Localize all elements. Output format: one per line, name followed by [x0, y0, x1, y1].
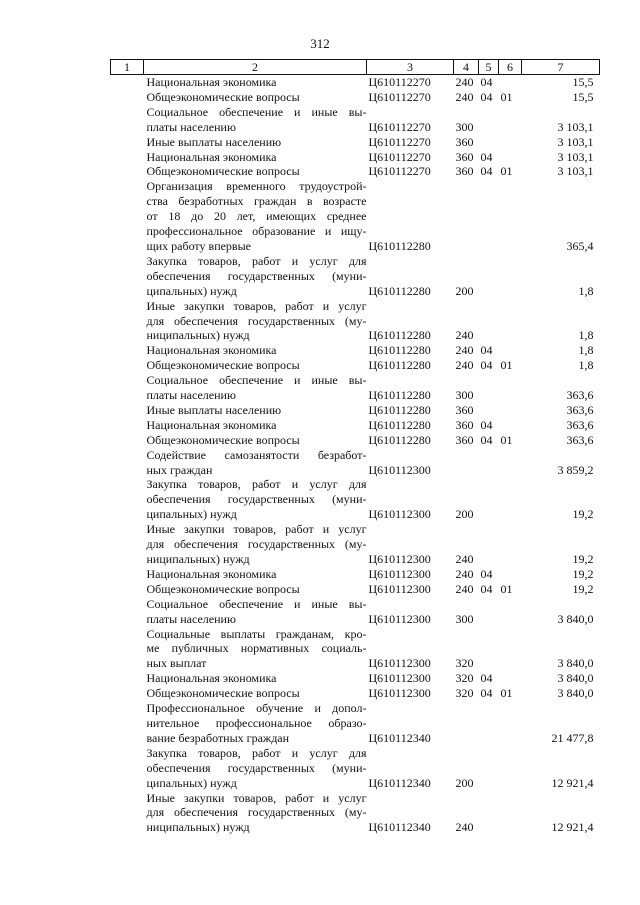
row-section-cell [479, 746, 499, 791]
row-name-cell [144, 701, 367, 746]
budget-table [110, 59, 600, 835]
row-name-line: Профессиональное обучение и допол- [146, 701, 367, 716]
row-expense-type-cell: 300 [455, 119, 474, 134]
table-row [111, 403, 600, 418]
row-amount-cell: 3 103,1 [557, 134, 594, 149]
row-expense-type-cell: 360 [455, 149, 474, 164]
row-amount-cell: 12 921,4 [551, 820, 594, 835]
row-expense-type-cell: 240 [455, 552, 474, 566]
row-number-cell [111, 433, 144, 448]
row-subsection-cell [499, 105, 522, 135]
row-name-cell [144, 477, 367, 522]
row-name-line: Социальные выплаты гражданам, кро- [146, 626, 367, 641]
row-expense-type-cell: 320 [455, 671, 474, 686]
row-amount-cell: 1,8 [578, 358, 594, 373]
row-subsection-cell [499, 627, 522, 672]
row-code-cell: Ц610112300 [368, 611, 431, 626]
row-name-line: для обеспечения государственных (му- [146, 537, 367, 552]
row-number-cell [111, 179, 144, 254]
row-name-cell [144, 522, 367, 567]
row-number-cell [111, 164, 144, 179]
header-cell-2: 2 [144, 60, 367, 75]
row-amount-cell: 12 921,4 [551, 775, 594, 790]
row-section-cell: 04 [480, 358, 493, 373]
row-expense-type-cell: 360 [455, 432, 474, 447]
header-cell-6: 6 [499, 60, 522, 75]
row-name-line: Национальная экономика [146, 75, 277, 89]
row-subsection-cell [499, 150, 522, 165]
row-expense-type-cell: 240 [455, 343, 474, 358]
row-code-cell: Ц610112280 [368, 238, 431, 253]
row-amount-cell: 1,8 [578, 343, 594, 358]
row-subsection-cell [499, 567, 522, 582]
row-name-line: обеспечения государственных (муни- [146, 492, 367, 507]
row-name-cell [144, 791, 367, 836]
table-row [111, 433, 600, 448]
row-expense-type-cell: 360 [455, 164, 474, 179]
table-row [111, 254, 600, 299]
row-expense-type-cell [454, 179, 479, 254]
row-name-line: Общеэкономические вопросы [146, 432, 300, 447]
row-number-cell [111, 627, 144, 672]
row-name-cell [144, 448, 367, 478]
row-name-line: Социальное обеспечение и иные вы- [146, 104, 367, 119]
row-amount-cell: 19,2 [572, 581, 594, 596]
row-subsection-cell [499, 448, 522, 478]
row-name-line: щих работу впервые [146, 238, 251, 253]
row-number-cell [111, 567, 144, 582]
row-name-cell [144, 582, 367, 597]
table-row [111, 299, 600, 344]
row-subsection-cell: 01 [500, 581, 513, 596]
row-section-cell [479, 627, 499, 672]
row-amount-cell: 363,6 [566, 402, 594, 417]
row-number-cell [111, 701, 144, 746]
table-row [111, 343, 600, 358]
row-expense-type-cell: 240 [455, 89, 474, 104]
row-amount-cell: 1,8 [578, 283, 594, 298]
row-name-line: Организация временного трудоустрой- [146, 179, 367, 194]
row-section-cell [479, 373, 499, 403]
row-code-cell: Ц610112340 [368, 775, 431, 790]
row-expense-type-cell [454, 701, 479, 746]
row-number-cell [111, 582, 144, 597]
row-section-cell: 04 [480, 432, 493, 447]
row-number-cell [111, 75, 144, 90]
row-name-line: Закупка товаров, работ и услуг для [146, 253, 367, 268]
table-row [111, 686, 600, 701]
row-name-line: Иные закупки товаров, работ и услуг [146, 298, 367, 313]
row-name-cell [144, 105, 367, 135]
row-number-cell [111, 791, 144, 836]
row-amount-cell: 15,5 [572, 75, 594, 89]
row-amount-cell: 363,6 [566, 417, 594, 432]
table-row [111, 150, 600, 165]
row-code-cell: Ц610112280 [368, 328, 431, 343]
row-section-cell: 04 [480, 164, 493, 179]
row-code-cell: Ц610112340 [368, 730, 431, 745]
table-row [111, 179, 600, 254]
row-amount-cell: 3 103,1 [557, 164, 594, 179]
header-cell-7: 7 [522, 60, 600, 75]
row-name-cell [144, 403, 367, 418]
row-name-cell [144, 627, 367, 672]
row-code-cell: Ц610112300 [368, 656, 431, 671]
row-subsection-cell [499, 343, 522, 358]
row-name-cell [144, 254, 367, 299]
row-subsection-cell [499, 299, 522, 344]
row-number-cell [111, 373, 144, 403]
row-name-line: обеспечения государственных (муни- [146, 760, 367, 775]
row-amount-cell: 19,2 [572, 552, 594, 566]
row-name-line: ниципальных) нужд [146, 820, 250, 835]
row-expense-type-cell: 360 [455, 402, 474, 417]
row-name-line: платы населению [146, 119, 236, 134]
table-row [111, 746, 600, 791]
row-expense-type-cell: 240 [455, 75, 474, 89]
row-expense-type-cell: 240 [455, 328, 474, 343]
row-number-cell [111, 403, 144, 418]
row-section-cell [479, 403, 499, 418]
row-name-line: Закупка товаров, работ и услуг для [146, 477, 367, 492]
row-subsection-cell [499, 373, 522, 403]
row-name-line: Общеэкономические вопросы [146, 686, 300, 701]
row-section-cell [479, 522, 499, 567]
row-expense-type-cell: 300 [455, 611, 474, 626]
row-subsection-cell [499, 403, 522, 418]
row-name-cell [144, 358, 367, 373]
row-name-cell [144, 746, 367, 791]
row-section-cell: 04 [480, 75, 493, 89]
row-section-cell: 04 [480, 686, 493, 701]
row-amount-cell: 3 840,0 [557, 611, 594, 626]
row-subsection-cell [499, 179, 522, 254]
table-row [111, 135, 600, 150]
row-code-cell: Ц610112300 [368, 552, 431, 566]
row-section-cell [479, 448, 499, 478]
row-name-cell [144, 373, 367, 403]
row-amount-cell: 363,6 [566, 388, 594, 403]
row-name-line: нительное профессиональное образо- [146, 715, 367, 730]
row-name-cell [144, 150, 367, 165]
row-subsection-cell: 01 [500, 89, 513, 104]
row-subsection-cell [499, 597, 522, 627]
row-code-cell: Ц610112300 [368, 581, 431, 596]
header-row [111, 60, 600, 75]
table-row [111, 791, 600, 836]
row-name-line: Общеэкономические вопросы [146, 581, 300, 596]
row-name-line: платы населению [146, 388, 236, 403]
table-row [111, 701, 600, 746]
row-subsection-cell: 01 [500, 432, 513, 447]
table-row [111, 358, 600, 373]
row-section-cell [479, 597, 499, 627]
row-expense-type-cell: 200 [455, 283, 474, 298]
row-section-cell [479, 791, 499, 836]
row-name-line: платы населению [146, 611, 236, 626]
row-name-line: обеспечения государственных (муни- [146, 268, 367, 283]
row-subsection-cell [499, 135, 522, 150]
row-code-cell: Ц610112300 [368, 566, 431, 581]
row-subsection-cell [499, 254, 522, 299]
row-name-cell [144, 343, 367, 358]
row-number-cell [111, 686, 144, 701]
page-number: 312 [310, 36, 330, 51]
table-row [111, 418, 600, 433]
row-section-cell [479, 701, 499, 746]
row-expense-type-cell [454, 448, 479, 478]
row-number-cell [111, 448, 144, 478]
row-number-cell [111, 90, 144, 105]
row-number-cell [111, 522, 144, 567]
row-code-cell: Ц610112280 [368, 358, 431, 373]
row-number-cell [111, 254, 144, 299]
row-subsection-cell [499, 75, 522, 90]
row-name-line: Национальная экономика [146, 671, 277, 686]
row-name-line: Общеэкономические вопросы [146, 164, 300, 179]
row-section-cell [479, 105, 499, 135]
table-row [111, 522, 600, 567]
row-name-cell [144, 418, 367, 433]
row-code-cell: Ц610112300 [368, 671, 431, 686]
row-name-line: ниципальных) нужд [146, 552, 250, 566]
row-code-cell: Ц610112280 [368, 432, 431, 447]
row-expense-type-cell: 200 [455, 507, 474, 522]
row-amount-cell: 19,2 [572, 507, 594, 522]
row-amount-cell: 365,4 [566, 238, 594, 253]
row-number-cell [111, 746, 144, 791]
row-name-line: ных выплат [146, 656, 207, 671]
row-name-line: Социальное обеспечение и иные вы- [146, 373, 367, 388]
row-name-line: Национальная экономика [146, 566, 277, 581]
row-name-line: Национальная экономика [146, 343, 277, 358]
row-code-cell: Ц610112300 [368, 686, 431, 701]
row-subsection-cell [499, 791, 522, 836]
table-row [111, 671, 600, 686]
row-code-cell: Ц610112280 [368, 417, 431, 432]
row-expense-type-cell: 360 [455, 417, 474, 432]
row-section-cell: 04 [480, 581, 493, 596]
row-name-line: Иные закупки товаров, работ и услуг [146, 522, 367, 537]
table-row [111, 597, 600, 627]
row-name-line: ства безработных граждан в возрасте [146, 194, 367, 209]
table-body [111, 75, 600, 836]
row-name-cell [144, 567, 367, 582]
row-amount-cell: 19,2 [572, 566, 594, 581]
row-section-cell [479, 254, 499, 299]
table-row [111, 477, 600, 522]
row-code-cell: Ц610112280 [368, 402, 431, 417]
row-name-line: для обеспечения государственных (му- [146, 805, 367, 820]
row-amount-cell: 15,5 [572, 89, 594, 104]
row-section-cell: 04 [480, 89, 493, 104]
row-name-line: Содействие самозанятости безработ- [146, 447, 367, 462]
row-expense-type-cell: 360 [455, 134, 474, 149]
row-name-line: ципальных) нужд [146, 507, 237, 522]
row-name-cell [144, 686, 367, 701]
row-number-cell [111, 477, 144, 522]
row-amount-cell: 1,8 [578, 328, 594, 343]
row-expense-type-cell: 240 [455, 358, 474, 373]
row-name-cell [144, 433, 367, 448]
row-number-cell [111, 671, 144, 686]
row-subsection-cell: 01 [500, 358, 513, 373]
table-row [111, 582, 600, 597]
header-cell-5: 5 [479, 60, 499, 75]
row-name-cell [144, 671, 367, 686]
row-section-cell [479, 299, 499, 344]
row-number-cell [111, 135, 144, 150]
row-number-cell [111, 597, 144, 627]
row-name-line: Общеэкономические вопросы [146, 358, 300, 373]
row-amount-cell: 3 840,0 [557, 656, 594, 671]
row-amount-cell: 3 103,1 [557, 149, 594, 164]
row-code-cell: Ц610112280 [368, 283, 431, 298]
table-row [111, 90, 600, 105]
row-name-cell [144, 135, 367, 150]
row-code-cell: Ц610112270 [368, 119, 431, 134]
row-name-line: ме публичных нормативных социаль- [146, 641, 367, 656]
row-name-line: ципальных) нужд [146, 283, 237, 298]
table-row [111, 105, 600, 135]
row-name-cell [144, 179, 367, 254]
row-code-cell: Ц610112270 [368, 89, 431, 104]
row-code-cell: Ц610112340 [368, 820, 431, 835]
row-expense-type-cell: 320 [455, 656, 474, 671]
row-code-cell: Ц610112280 [368, 343, 431, 358]
row-subsection-cell: 01 [500, 686, 513, 701]
row-name-cell [144, 597, 367, 627]
table-row [111, 567, 600, 582]
row-amount-cell: 3 840,0 [557, 686, 594, 701]
row-name-cell [144, 164, 367, 179]
row-section-cell: 04 [480, 149, 493, 164]
row-subsection-cell: 01 [500, 164, 513, 179]
header-cell-3: 3 [367, 60, 454, 75]
row-name-cell [144, 90, 367, 105]
row-name-cell [144, 299, 367, 344]
row-code-cell: Ц610112270 [368, 134, 431, 149]
row-name-line: Национальная экономика [146, 417, 277, 432]
row-name-line: от 18 до 20 лет, имеющих среднее [146, 209, 367, 224]
row-expense-type-cell: 240 [455, 820, 474, 835]
table-row [111, 164, 600, 179]
row-number-cell [111, 150, 144, 165]
row-name-line: Закупка товаров, работ и услуг для [146, 745, 367, 760]
row-name-line: для обеспечения государственных (му- [146, 313, 367, 328]
row-code-cell: Ц610112270 [368, 149, 431, 164]
row-subsection-cell [499, 477, 522, 522]
row-code-cell: Ц610112270 [368, 75, 431, 89]
row-name-line: ципальных) нужд [146, 775, 237, 790]
row-number-cell [111, 343, 144, 358]
row-section-cell: 04 [480, 417, 493, 432]
row-subsection-cell [499, 671, 522, 686]
row-name-cell [144, 75, 367, 90]
row-code-cell: Ц610112300 [368, 507, 431, 522]
row-name-line: Национальная экономика [146, 149, 277, 164]
row-amount-cell: 21 477,8 [551, 730, 594, 745]
row-subsection-cell [499, 746, 522, 791]
row-number-cell [111, 418, 144, 433]
row-number-cell [111, 105, 144, 135]
row-name-line: ных граждан [146, 462, 213, 477]
header-cell-1: 1 [111, 60, 144, 75]
row-amount-cell: 3 859,2 [557, 462, 594, 477]
row-section-cell: 04 [480, 343, 493, 358]
row-name-line: профессиональное образование и ищу- [146, 224, 367, 239]
row-expense-type-cell: 240 [455, 581, 474, 596]
row-code-cell: Ц610112300 [368, 462, 431, 477]
row-expense-type-cell: 300 [455, 388, 474, 403]
row-amount-cell: 3 103,1 [557, 119, 594, 134]
row-subsection-cell [499, 418, 522, 433]
table-row [111, 75, 600, 90]
table-row [111, 448, 600, 478]
row-section-cell [479, 179, 499, 254]
table-row [111, 627, 600, 672]
row-name-line: Иные выплаты населению [146, 402, 282, 417]
row-subsection-cell [499, 522, 522, 567]
row-name-line: Иные закупки товаров, работ и услуг [146, 790, 367, 805]
row-amount-cell: 3 840,0 [557, 671, 594, 686]
row-number-cell [111, 299, 144, 344]
row-section-cell: 04 [480, 671, 493, 686]
row-section-cell [479, 135, 499, 150]
row-name-line: Иные выплаты населению [146, 134, 282, 149]
table-row [111, 373, 600, 403]
row-section-cell [479, 477, 499, 522]
row-expense-type-cell: 200 [455, 775, 474, 790]
row-subsection-cell [499, 701, 522, 746]
row-code-cell: Ц610112280 [368, 388, 431, 403]
row-name-line: ниципальных) нужд [146, 328, 250, 343]
row-number-cell [111, 358, 144, 373]
header-cell-4: 4 [454, 60, 479, 75]
row-section-cell: 04 [480, 566, 493, 581]
row-code-cell: Ц610112270 [368, 164, 431, 179]
row-name-line: Социальное обеспечение и иные вы- [146, 596, 367, 611]
row-expense-type-cell: 240 [455, 566, 474, 581]
row-amount-cell: 363,6 [566, 432, 594, 447]
row-name-line: вание безработных граждан [146, 730, 290, 745]
row-expense-type-cell: 320 [455, 686, 474, 701]
row-name-line: Общеэкономические вопросы [146, 89, 300, 104]
